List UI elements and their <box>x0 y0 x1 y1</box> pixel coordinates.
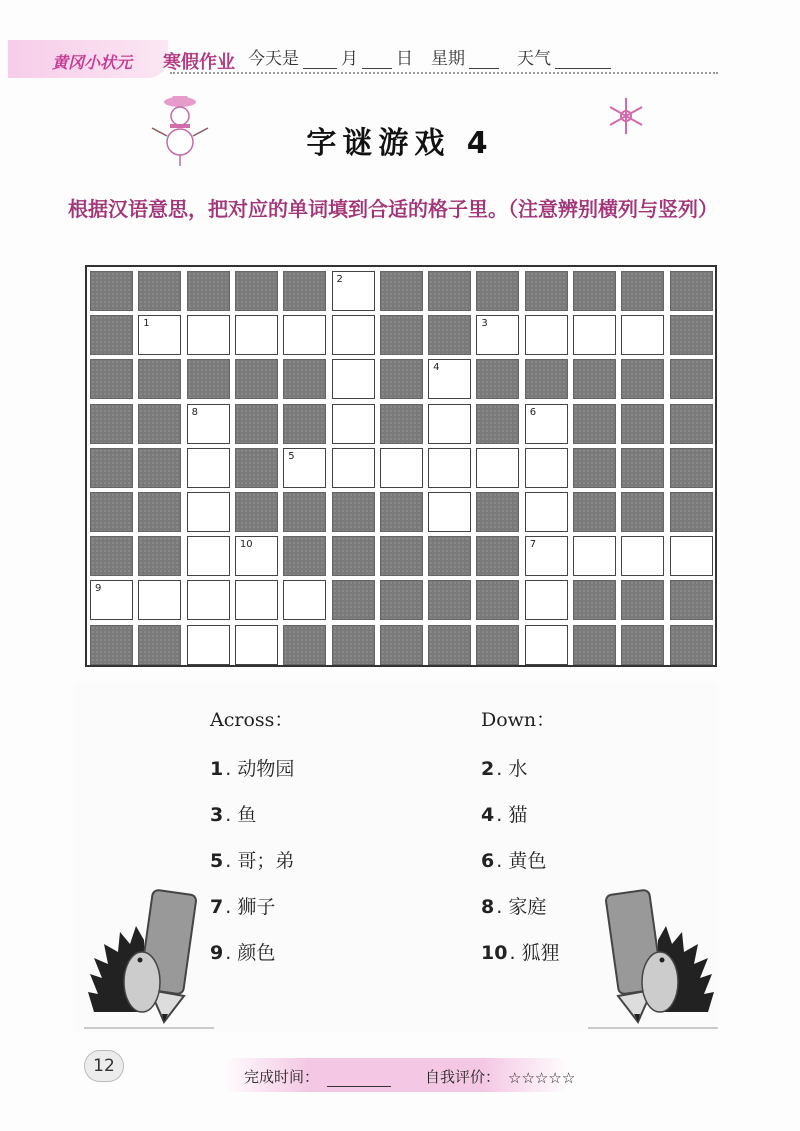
clue-number: 7 <box>210 896 224 918</box>
down-clue <box>481 892 560 938</box>
grid-cell-blank[interactable] <box>476 448 519 488</box>
clue-number: 1 <box>143 318 150 330</box>
grid-cell-blocked <box>670 448 713 488</box>
grid-cell-blank[interactable] <box>621 536 664 576</box>
grid-cell-blocked <box>283 492 326 532</box>
grid-cell-blank[interactable] <box>525 536 568 576</box>
date-line <box>248 44 611 69</box>
grid-cell-blank[interactable] <box>283 580 326 620</box>
grid-cell-blank[interactable] <box>332 359 375 399</box>
weekday-label: 星期 <box>431 49 465 69</box>
weekday-blank[interactable] <box>469 50 499 69</box>
grid-cell-blocked <box>235 359 278 399</box>
grid-cell-blocked <box>428 271 471 311</box>
grid-cell-blocked <box>90 359 133 399</box>
grid-cell-blank[interactable] <box>235 536 278 576</box>
grid-cell-blocked <box>476 625 519 665</box>
grid-cell-blank[interactable] <box>525 404 568 444</box>
grid-cell-blocked <box>428 625 471 665</box>
clue-number: 9 <box>210 942 224 964</box>
hedgehog-pencil-icon <box>588 882 718 1032</box>
grid-cell-blank[interactable] <box>283 315 326 355</box>
grid-cell-blocked <box>283 271 326 311</box>
clue-text: . 颜色 <box>225 942 276 964</box>
grid-cell-blocked <box>138 359 181 399</box>
grid-cell-blocked <box>670 315 713 355</box>
down-clue <box>481 754 560 800</box>
clue-number: 1 <box>210 758 224 780</box>
grid-cell-blank[interactable] <box>670 536 713 576</box>
grid-cell-blocked <box>428 580 471 620</box>
clue-number: 10 <box>481 942 508 964</box>
grid-cell-blank[interactable] <box>187 448 230 488</box>
clue-text: . 黄色 <box>496 850 547 872</box>
clue-number: 4 <box>481 804 495 826</box>
clue-text: . 狐狸 <box>509 942 560 964</box>
clue-number: 2 <box>481 758 495 780</box>
grid-cell-blocked <box>621 359 664 399</box>
grid-cell-blocked <box>138 448 181 488</box>
grid-cell-blank[interactable] <box>283 448 326 488</box>
grid-cell-blocked <box>90 492 133 532</box>
grid-cell-blank[interactable] <box>428 448 471 488</box>
grid-cell-blank[interactable] <box>476 315 519 355</box>
grid-cell-blank[interactable] <box>90 580 133 620</box>
down-clue <box>481 846 560 892</box>
clue-number: 3 <box>481 318 488 330</box>
grid-cell-blocked <box>187 271 230 311</box>
grid-cell-blank[interactable] <box>621 315 664 355</box>
grid-cell-blocked <box>90 448 133 488</box>
grid-cell-blank[interactable] <box>525 625 568 665</box>
clue-number: 6 <box>529 406 537 418</box>
grid-cell-blank[interactable] <box>428 404 471 444</box>
grid-cell-blank[interactable] <box>235 580 278 620</box>
grid-cell-blocked <box>332 536 375 576</box>
hedgehog-pencil-icon <box>84 882 214 1032</box>
clue-text: . 猫 <box>496 804 528 826</box>
clue-text: . 狮子 <box>225 896 276 918</box>
grid-cell-blank[interactable] <box>187 404 230 444</box>
header-divider <box>170 72 718 74</box>
grid-cell-blank[interactable] <box>332 404 375 444</box>
clue-number: 8 <box>191 406 198 418</box>
across-clue <box>210 938 294 984</box>
completion-time-label: 完成时间： <box>244 1068 320 1086</box>
grid-cell-blocked <box>428 536 471 576</box>
across-heading: Across： <box>210 709 294 731</box>
grid-cell-blocked <box>476 492 519 532</box>
month-blank[interactable] <box>303 50 337 69</box>
grid-cell-blocked <box>621 492 664 532</box>
grid-cell-blocked <box>380 404 423 444</box>
clue-text: . 哥；弟 <box>225 850 295 872</box>
clue-number: 10 <box>239 539 253 551</box>
grid-cell-blocked <box>670 404 713 444</box>
grid-cell-blocked <box>235 492 278 532</box>
grid-cell-blocked <box>283 359 326 399</box>
clue-text: . 水 <box>496 758 528 780</box>
grid-cell-blank[interactable] <box>525 448 568 488</box>
clue-number: 3 <box>210 804 224 826</box>
grid-cell-blocked <box>621 625 664 665</box>
grid-cell-blocked <box>476 271 519 311</box>
self-rating-label: 自我评价： <box>425 1068 501 1086</box>
grid-cell-blocked <box>380 625 423 665</box>
clue-text: . 动物园 <box>225 758 295 780</box>
clue-number: 7 <box>529 539 537 551</box>
clue-text: . 家庭 <box>496 896 547 918</box>
clue-number: 5 <box>210 850 224 872</box>
across-clue <box>210 800 294 846</box>
grid-cell-blocked <box>235 404 278 444</box>
clue-number: 6 <box>481 850 495 872</box>
grid-cell-blocked <box>235 271 278 311</box>
clue-number: 2 <box>336 274 343 285</box>
grid-cell-blocked <box>670 359 713 399</box>
instructions: 根据汉语意思，把对应的单词填到合适的格子里。（注意辨别横列与竖列） <box>68 197 718 221</box>
grid-cell-blank[interactable] <box>332 315 375 355</box>
across-clue <box>210 846 294 892</box>
across-clue <box>210 754 294 800</box>
grid-cell-blank[interactable] <box>138 580 181 620</box>
grid-cell-blank[interactable] <box>525 315 568 355</box>
grid-cell-blocked <box>621 404 664 444</box>
grid-cell-blank[interactable] <box>332 448 375 488</box>
across-clues <box>210 705 294 984</box>
grid-cell-blank[interactable] <box>235 625 278 665</box>
grid-cell-blank[interactable] <box>235 315 278 355</box>
clue-number: 8 <box>481 896 495 918</box>
clue-number: 5 <box>288 450 295 462</box>
down-heading: Down： <box>481 709 556 731</box>
grid-cell-blocked <box>90 625 133 665</box>
date-prefix: 今天是 <box>248 49 299 69</box>
grid-cell-blocked <box>90 315 133 355</box>
grid-cell-blocked <box>235 448 278 488</box>
grid-cell-blocked <box>187 359 230 399</box>
rating-stars[interactable]: ☆☆☆☆☆ <box>508 1069 576 1087</box>
grid-cell-blank[interactable] <box>525 492 568 532</box>
grid-cell-blocked <box>138 271 181 311</box>
grid-cell-blocked <box>380 492 423 532</box>
weather-blank[interactable] <box>555 50 611 69</box>
grid-cell-blocked <box>573 404 616 444</box>
grid-cell-blocked <box>90 404 133 444</box>
down-clue <box>481 938 560 984</box>
down-clues <box>481 705 560 984</box>
grid-cell-blocked <box>573 580 616 620</box>
across-clue <box>210 892 294 938</box>
grid-cell-blocked <box>525 271 568 311</box>
grid-cell-blocked <box>332 492 375 532</box>
footer-text <box>244 1066 575 1087</box>
grid-cell-blocked <box>670 625 713 665</box>
down-clue <box>481 800 560 846</box>
grid-cell-blocked <box>621 271 664 311</box>
grid-cell-blocked <box>138 625 181 665</box>
grid-cell-blocked <box>476 404 519 444</box>
grid-cell-blocked <box>621 448 664 488</box>
grid-cell-blocked <box>670 580 713 620</box>
grid-cell-blank[interactable] <box>187 492 230 532</box>
grid-cell-blocked <box>428 315 471 355</box>
day-blank[interactable] <box>362 50 392 69</box>
brand-logo: 黄冈小状元 <box>52 53 133 72</box>
page-number: 12 <box>84 1050 124 1082</box>
grid-cell-blocked <box>476 536 519 576</box>
grid-cell-blank[interactable] <box>525 580 568 620</box>
grid-cell-blank[interactable] <box>187 315 230 355</box>
grid-cell-blank[interactable] <box>428 492 471 532</box>
grid-cell-blank[interactable] <box>187 625 230 665</box>
grid-cell-blocked <box>670 492 713 532</box>
grid-cell-blocked <box>283 404 326 444</box>
completion-time-blank[interactable] <box>327 1070 391 1087</box>
grid-cell-blocked <box>138 536 181 576</box>
grid-cell-blocked <box>476 359 519 399</box>
grid-cell-blank[interactable] <box>573 536 616 576</box>
grid-cell-blocked <box>138 492 181 532</box>
grid-cell-blank[interactable] <box>187 536 230 576</box>
grid-cell-blocked <box>573 625 616 665</box>
grid-cell-blocked <box>525 359 568 399</box>
grid-cell-blocked <box>670 271 713 311</box>
grid-cell-blank[interactable] <box>573 315 616 355</box>
grid-cell-blocked <box>621 580 664 620</box>
grid-cell-blank[interactable] <box>138 315 181 355</box>
month-label: 月 <box>341 49 358 69</box>
grid-cell-blank[interactable] <box>380 448 423 488</box>
grid-cell-blocked <box>90 536 133 576</box>
crossword-grid <box>85 265 717 667</box>
page-title: 字谜游戏 4 <box>306 126 494 161</box>
homework-title: 寒假作业 <box>163 52 235 73</box>
weather-label: 天气 <box>517 49 551 69</box>
grid-cell-blocked <box>380 536 423 576</box>
day-label: 日 <box>396 49 413 69</box>
grid-cell-blocked <box>332 625 375 665</box>
grid-cell-blocked <box>332 580 375 620</box>
grid-cell-blocked <box>90 271 133 311</box>
grid-cell-blank[interactable] <box>332 271 375 311</box>
grid-cell-blocked <box>573 271 616 311</box>
grid-cell-blocked <box>380 315 423 355</box>
grid-cell-blocked <box>573 448 616 488</box>
grid-cell-blocked <box>380 359 423 399</box>
grid-cell-blocked <box>380 580 423 620</box>
grid-cell-blank[interactable] <box>187 580 230 620</box>
grid-cell-blocked <box>476 580 519 620</box>
grid-cell-blank[interactable] <box>428 359 471 399</box>
clue-number: 4 <box>433 362 440 374</box>
clue-text: . 鱼 <box>225 804 257 826</box>
grid-cell-blocked <box>380 271 423 311</box>
clue-number: 9 <box>95 583 102 595</box>
grid-cell-blocked <box>573 492 616 532</box>
grid-cell-blocked <box>283 625 326 665</box>
grid-cell-blocked <box>138 404 181 444</box>
grid-cell-blocked <box>573 359 616 399</box>
grid-cell-blocked <box>283 536 326 576</box>
